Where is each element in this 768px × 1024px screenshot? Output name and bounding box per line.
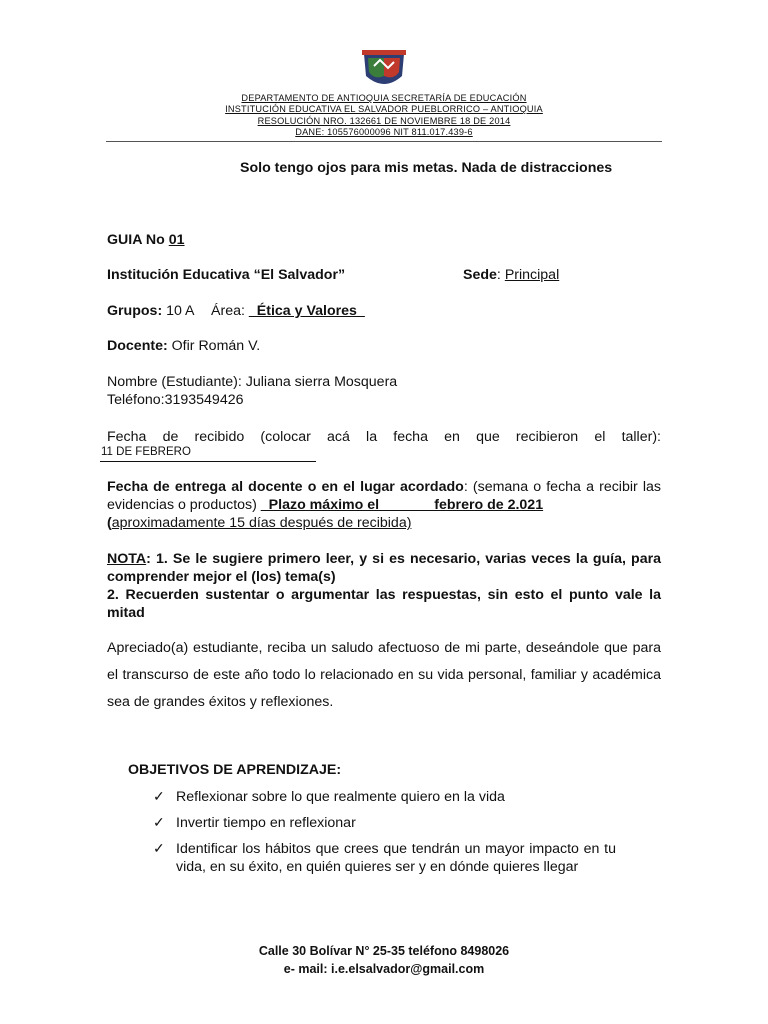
nota-block — [107, 550, 661, 622]
header-department: DEPARTAMENTO DE ANTIOQUIA SECRETARÍA DE EDUCACIÓN — [241, 93, 527, 103]
fecha-recibido-value: 11 DE FEBRERO — [101, 446, 191, 458]
checkmark-icon: ✓ — [153, 841, 165, 857]
nota-label: NOTA — [107, 551, 147, 567]
footer-address: Calle 30 Bolívar N° 25-35 teléfono 8498026 — [258, 944, 510, 958]
objetivo-text: Identificar los hábitos que crees que tendrán un mayor impacto en tu vida, en su éxito, en quién quieres ser y en dónde quieres llegar — [176, 841, 616, 875]
checkmark-icon: ✓ — [153, 815, 165, 831]
grupos-field — [107, 303, 195, 319]
docente-label: Docente: — [107, 338, 168, 354]
header-resolution: RESOLUCIÓN NRO. 132661 DE NOVIEMBRE 18 DE 2014 — [257, 116, 511, 126]
school-shield-logo — [360, 46, 408, 94]
docente-value: Ofir Román V. — [167, 338, 261, 354]
fecha-entrega-block: Fecha de entrega al docente o en el lugar acordado: (semana o fecha a recibir las evidencias o productos) _Plazo máximo el febrero de 2.021 (aproximadamente 15 días después de recibida) — [107, 479, 661, 531]
institucion-label: Institución Educativa “El Salvador” — [107, 267, 346, 283]
objetivos-title: OBJETIVOS DE APRENDIZAJE: — [128, 762, 342, 778]
footer-email: e- mail: i.e.elsalvador@gmail.com — [283, 962, 485, 976]
sede-label: Sede — [463, 267, 497, 283]
guia-value: 01 — [168, 232, 185, 248]
plazo-maximo: _Plazo máximo el febrero de 2.021 — [260, 497, 544, 513]
student-name: Nombre (Estudiante): Juliana sierra Mosquera — [107, 374, 398, 390]
motto: Solo tengo ojos para mis metas. Nada de distracciones — [240, 160, 613, 176]
area-value: _Ética y Valores_ — [248, 303, 365, 319]
area-label: Área: — [211, 303, 245, 319]
grupos-value: 10 A — [162, 303, 195, 319]
nota-line2: 2. Recuerden sustentar o argumentar las respuestas, sin esto el punto vale la mitad — [107, 587, 661, 621]
guia-number — [107, 232, 185, 248]
guia-label: GUIA No — [107, 232, 169, 248]
saludo-paragraph: Apreciado(a) estudiante, reciba un saludo afectuoso de mi parte, deseándole que para el transcurso de este año todo lo relacionado en su vida personal, familiar y académica sea de grandes éxitos y reflexiones. — [107, 640, 661, 710]
header-divider — [106, 141, 662, 142]
fecha-recibido-text: Fecha de recibido (colocar acá la fecha en que recibieron el taller): — [107, 429, 661, 445]
fecha-entrega-label: Fecha de entrega al docente o en el lugar acordado — [107, 479, 464, 495]
nota-line1: : 1. Se le sugiere primero leer, y si es necesario, varias veces la guía, para comprender mejor el (los) tema(s) — [107, 551, 661, 585]
header-dane: DANE: 105576000096 NIT 811.017.439-6 — [295, 127, 473, 137]
objetivo-text: Reflexionar sobre lo que realmente quiero en la vida — [176, 789, 505, 805]
objetivo-text: Invertir tiempo en reflexionar — [176, 815, 356, 831]
grupos-label: Grupos: — [107, 303, 163, 319]
checkmark-icon: ✓ — [153, 789, 165, 805]
sede-value: Principal — [504, 267, 560, 283]
aproximadamente-note: aproximadamente 15 días después de recibida) — [111, 515, 412, 531]
student-phone: Teléfono:3193549426 — [107, 392, 244, 408]
header-institution: INSTITUCIÓN EDUCATIVA EL SALVADOR PUEBLORRICO – ANTIOQUIA — [225, 104, 543, 114]
sede-field: Sede: Principal — [463, 267, 560, 283]
area-field — [211, 303, 365, 319]
fecha-recibido-underline — [100, 461, 316, 462]
docente-field — [107, 338, 260, 354]
